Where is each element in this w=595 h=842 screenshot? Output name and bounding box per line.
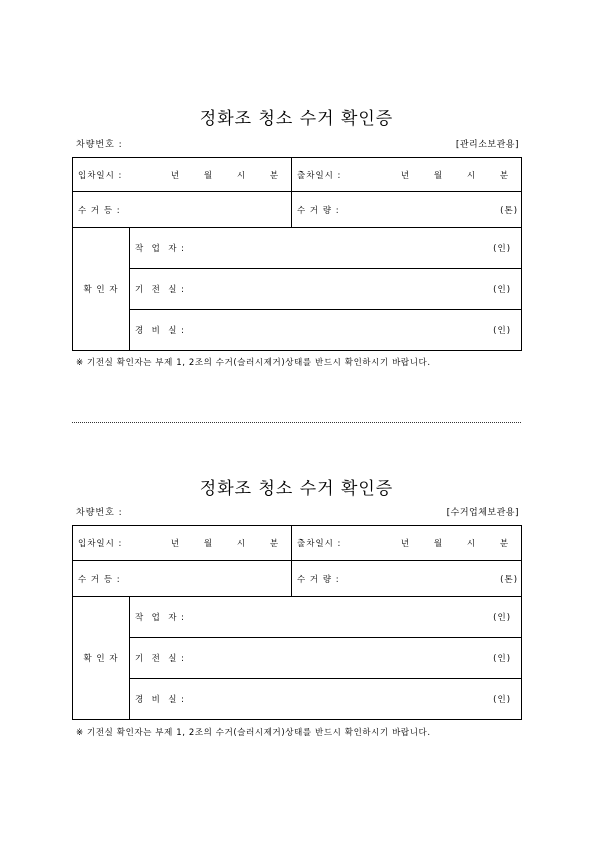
amount-unit: (톤) [500, 574, 519, 585]
vehicle-number-label: 차량번호 : [76, 508, 123, 518]
confirmation-form-management [72, 100, 521, 380]
confirmation-form-contractor [72, 470, 521, 750]
confirmer-label: 확 인 자 [73, 597, 130, 720]
worker-label: 작 업 자 : [135, 244, 186, 254]
exit-datetime-field[interactable] [292, 158, 522, 192]
exit-datetime-label: 출차일시 : [297, 539, 342, 549]
month-unit: 월 [433, 170, 444, 181]
entry-datetime-field[interactable] [73, 526, 292, 561]
amount-field[interactable] [292, 561, 522, 597]
year-unit: 년 [400, 170, 411, 181]
minute-unit: 분 [269, 539, 280, 549]
security-room-seal: (인) [493, 695, 512, 705]
worker-seal: (인) [493, 613, 512, 623]
worker-label: 작 업 자 : [135, 613, 186, 623]
worker-sign-field[interactable] [130, 597, 522, 638]
worker-seal: (인) [493, 244, 512, 254]
exit-datetime-label: 출차일시 : [297, 170, 342, 181]
form-title: 정화조 청소 수거 확인증 [199, 479, 394, 499]
security-room-seal: (인) [493, 326, 512, 336]
exit-datetime-units [389, 169, 521, 181]
hour-unit: 시 [236, 539, 247, 549]
electrical-room-sign-field[interactable] [130, 638, 522, 679]
minute-unit: 분 [269, 170, 280, 181]
amount-unit: (톤) [500, 205, 519, 216]
worker-sign-field[interactable] [130, 228, 522, 269]
copy-type-label: [관리소보관용] [455, 140, 519, 150]
exit-datetime-units [389, 537, 521, 549]
year-unit: 년 [400, 539, 411, 549]
security-room-sign-field[interactable] [130, 310, 522, 351]
entry-datetime-label: 입차일시 : [78, 170, 123, 181]
amount-label: 수 거 량 : [297, 205, 340, 216]
entry-datetime-units [159, 537, 291, 549]
form-title: 정화조 청소 수거 확인증 [199, 109, 394, 129]
confirmer-label: 확 인 자 [73, 228, 130, 351]
collector-label: 수 거 등 : [78, 574, 121, 585]
security-room-label: 경 비 실 : [135, 695, 186, 705]
form-note: ※ 기전실 확인자는 부제 1, 2조의 수거(슬러시제거)상태를 반드시 확인하시기 바랍니다. [76, 728, 431, 738]
hour-unit: 시 [466, 170, 477, 181]
hour-unit: 시 [466, 539, 477, 549]
minute-unit: 분 [499, 539, 510, 549]
year-unit: 년 [170, 170, 181, 181]
electrical-room-label: 기 전 실 : [135, 285, 186, 295]
amount-label: 수 거 량 : [297, 574, 340, 585]
collector-field[interactable] [73, 192, 292, 228]
entry-datetime-label: 입차일시 : [78, 539, 123, 549]
entry-datetime-units [159, 169, 291, 181]
electrical-room-seal: (인) [493, 285, 512, 295]
month-unit: 월 [203, 539, 214, 549]
collector-label: 수 거 등 : [78, 205, 121, 216]
hour-unit: 시 [236, 170, 247, 181]
exit-datetime-field[interactable] [292, 526, 522, 561]
entry-datetime-field[interactable] [73, 158, 292, 192]
vehicle-number-label: 차량번호 : [76, 140, 123, 150]
form-table [72, 157, 522, 351]
collector-field[interactable] [73, 561, 292, 597]
electrical-room-sign-field[interactable] [130, 269, 522, 310]
form-note: ※ 기전실 확인자는 부제 1, 2조의 수거(슬러시제거)상태를 반드시 확인하시기 바랍니다. [76, 358, 431, 368]
electrical-room-seal: (인) [493, 654, 512, 664]
security-room-label: 경 비 실 : [135, 326, 186, 336]
month-unit: 월 [433, 539, 444, 549]
security-room-sign-field[interactable] [130, 679, 522, 720]
minute-unit: 분 [499, 170, 510, 181]
cut-line-divider [72, 422, 521, 423]
year-unit: 년 [170, 539, 181, 549]
copy-type-label: [수거업체보관용] [446, 508, 519, 518]
electrical-room-label: 기 전 실 : [135, 654, 186, 664]
month-unit: 월 [203, 170, 214, 181]
form-table [72, 525, 522, 720]
amount-field[interactable] [292, 192, 522, 228]
